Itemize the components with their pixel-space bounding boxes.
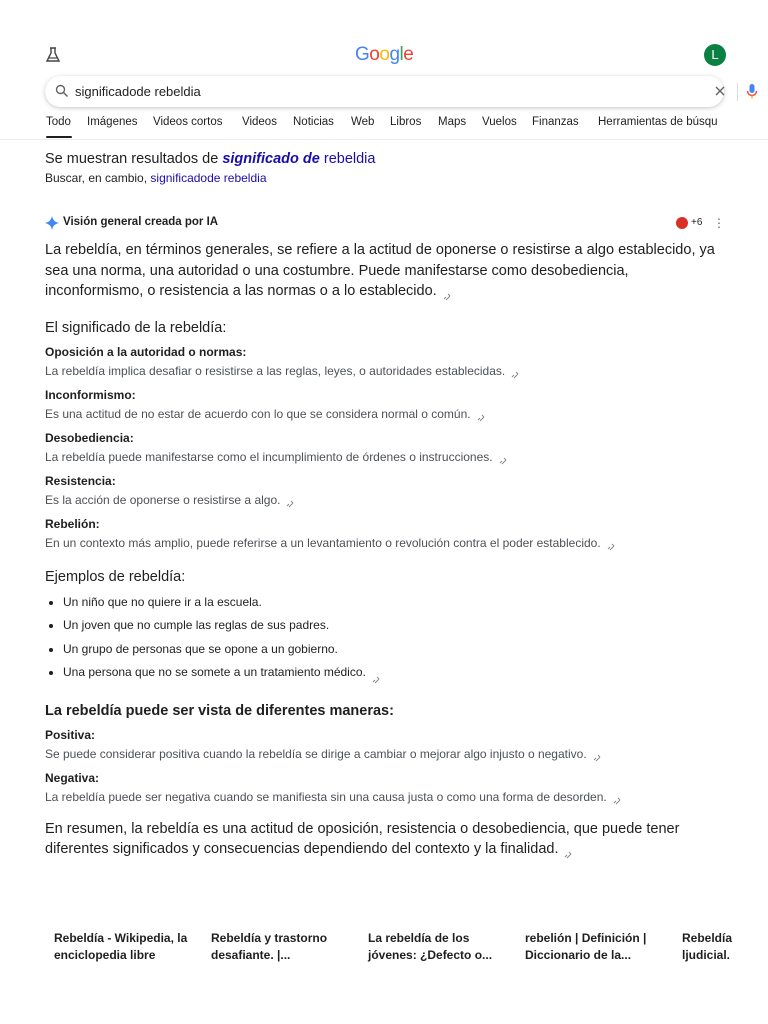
logo-letter: g [389, 44, 400, 65]
source-card[interactable]: Rebeldía ljudicial. [682, 931, 733, 962]
link-icon[interactable] [613, 793, 621, 801]
list-item: • Un grupo de personas que se opone a un gobierno. [63, 638, 720, 662]
meaning-desc [45, 406, 720, 422]
top-bar [0, 40, 768, 72]
account-avatar[interactable]: L [704, 44, 726, 66]
logo-letter: G [355, 44, 370, 65]
tab-vuelos[interactable]: Vuelos [482, 116, 517, 128]
view-item [45, 771, 720, 805]
view-desc [45, 789, 720, 805]
instead-prefix: Buscar, en cambio, [45, 171, 148, 185]
logo-letter: e [403, 44, 414, 65]
view-item [45, 728, 720, 762]
link-icon[interactable] [286, 496, 294, 504]
original-query-link[interactable]: significadode rebeldia [150, 171, 267, 185]
showing-results-for [45, 151, 375, 167]
tab-maps[interactable]: Maps [438, 116, 467, 128]
source-card[interactable]: rebelión | Definición | Diccionario de la... [525, 931, 647, 962]
ai-overview-header [45, 214, 725, 234]
source-card[interactable]: Rebeldía - Wikipedia, la enciclopedia libre [54, 931, 188, 962]
section-meaning-title: El significado de la rebeldía: [45, 319, 227, 336]
mic-icon[interactable] [745, 82, 759, 102]
tab-finanzas[interactable]: Finanzas [532, 116, 579, 128]
meaning-item [45, 388, 720, 422]
tab-videos[interactable]: Videos [242, 116, 277, 128]
more-options-icon[interactable]: ⋮ [713, 216, 725, 230]
logo-letter: o [379, 44, 390, 65]
link-icon[interactable] [372, 669, 380, 677]
meaning-desc-text: La rebeldía implica desafiar o resistirse a las reglas, leyes, o autoridades establecidas. [45, 363, 506, 378]
link-icon[interactable] [477, 410, 485, 418]
sources-more-count: +6 [691, 217, 703, 228]
link-icon[interactable] [499, 453, 507, 461]
showing-prefix: Se muestran resultados de [45, 151, 219, 167]
logo-letter: l [399, 44, 404, 65]
corrected-rest: rebeldia [323, 151, 376, 167]
meaning-desc [45, 449, 720, 465]
spelling-correction [45, 151, 375, 185]
meaning-term: Rebelión: [45, 516, 100, 531]
list-item: • Un joven que no cumple las reglas de sus padres. [63, 614, 720, 638]
search-instead [45, 171, 375, 185]
ai-summary [45, 819, 720, 860]
search-input[interactable] [75, 76, 635, 107]
view-term: Positiva: [45, 727, 96, 742]
meaning-desc-text: La rebeldía puede manifestarse como el incumplimiento de órdenes o instrucciones. [45, 449, 493, 464]
view-desc-text: Se puede considerar positiva cuando la rebeldía se dirige a cambiar o mejorar algo injusto o negativo. [45, 746, 587, 761]
source-card[interactable]: La rebeldía de los jóvenes: ¿Defecto o... [368, 931, 493, 962]
view-term: Negativa: [45, 770, 100, 785]
meaning-item [45, 474, 720, 508]
list-item: • Un niño que no quiere ir a la escuela. [63, 591, 720, 615]
link-icon[interactable] [593, 750, 601, 758]
tab-herramientas[interactable]: Herramientas de búsqu [598, 116, 718, 128]
view-desc-text: La rebeldía puede ser negativa cuando se manifiesta sin una causa justa o como una forma de desorden. [45, 789, 607, 804]
tab-libros[interactable]: Libros [390, 116, 422, 128]
tab-noticias[interactable]: Noticias [293, 116, 334, 128]
section-examples-title: Ejemplos de rebeldía: [45, 568, 186, 585]
tab-todo[interactable]: Todo [46, 116, 71, 128]
clear-icon[interactable] [712, 83, 728, 99]
meaning-term: Inconformismo: [45, 387, 136, 402]
meaning-item [45, 517, 720, 551]
source-favicon-icon [675, 216, 689, 230]
link-icon[interactable] [607, 539, 615, 547]
meaning-item [45, 431, 720, 465]
source-cards [45, 924, 768, 974]
active-tab-indicator [46, 136, 72, 138]
list-item-text: Una persona que no se somete a un tratamiento médico. [63, 665, 366, 679]
link-icon[interactable] [564, 845, 572, 853]
meaning-desc-text: Es la acción de oponerse o resistirse a algo. [45, 492, 281, 507]
source-card[interactable]: Rebeldía y trastorno desafiante. |... [211, 931, 328, 962]
link-icon[interactable] [511, 367, 519, 375]
ai-overview-body [45, 240, 720, 860]
meaning-desc-text: En un contexto más amplio, puede referirse a un levantamiento o revolución contra el poder establecido. [45, 535, 601, 550]
section-views-title: La rebeldía puede ser vista de diferentes maneras: [45, 702, 394, 719]
logo-letter: o [369, 44, 380, 65]
search-box[interactable] [45, 76, 724, 107]
tab-web[interactable]: Web [351, 116, 375, 128]
tab-imagenes[interactable]: Imágenes [87, 116, 138, 128]
list-item [63, 661, 720, 685]
meaning-term: Resistencia: [45, 473, 116, 488]
corrected-bold: significado de [222, 151, 320, 167]
search-icon [55, 84, 69, 98]
meaning-desc-text: Es una actitud de no estar de acuerdo con lo que se considera normal o común. [45, 406, 471, 421]
view-desc [45, 746, 720, 762]
search-tabs [0, 112, 768, 140]
ai-summary-text: En resumen, la rebeldía es una actitud de oposición, resistencia o desobediencia, que puede tener diferentes significados y consecuencias dependiendo del contexto y la finalidad. [45, 820, 680, 857]
ai-intro [45, 240, 720, 302]
search-divider [737, 83, 738, 101]
examples-list [45, 591, 720, 685]
meaning-desc [45, 492, 720, 508]
ai-sparkle-icon [45, 216, 59, 230]
meaning-desc [45, 363, 720, 379]
corrected-query-link[interactable] [222, 151, 375, 167]
labs-flask-icon[interactable] [44, 46, 62, 64]
ai-overview-label: Visión general creada por IA [63, 216, 219, 228]
google-logo[interactable] [355, 44, 413, 66]
ai-intro-text: La rebeldía, en términos generales, se refiere a la actitud de oponerse o resistirse a algo establecido, ya sea una norma, una autoridad o una costumbre. Puede manifestarse como desobediencia, inconformismo, o resistencia a las normas o a lo establecido. [45, 242, 715, 299]
meaning-desc [45, 535, 720, 551]
meaning-item [45, 345, 720, 379]
tab-videos-cortos[interactable]: Videos cortos [153, 116, 223, 128]
meaning-term: Desobediencia: [45, 430, 134, 445]
meaning-term: Oposición a la autoridad o normas: [45, 344, 247, 359]
link-icon[interactable] [443, 287, 451, 295]
